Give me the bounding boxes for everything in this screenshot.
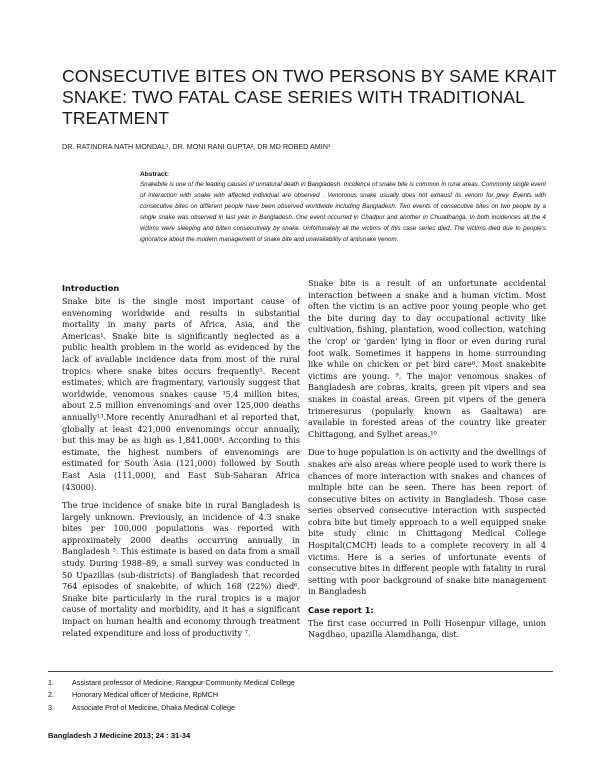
footnote-number: 1. <box>48 678 54 687</box>
footnote-text: Associate Prof of Medicine, Dhaka Medical College <box>72 702 235 712</box>
right-column <box>308 278 546 648</box>
footnote-text: Assistant professor of Medicine, Rangpur Community Medical College <box>72 678 295 687</box>
abstract-section <box>140 171 546 245</box>
body-paragraph-1: Snake bite is a result of an unfortunate accidental interaction between a snake and a human victim. Most often the victim is an active poor young people who get the bite during day to day occupational activity like cultivation, fishing, plantation, wood collection, watching the 'crop' or 'garden' lying in floor or even during rural foot walk. Sometimes it happens in home surrounding like while on chicken or pet bird care⁸. Most snakebite victims are young. ⁹. The major venomous snakes of Bangladesh are cobras, kraits, green pit vipers and sea snakes in coastal areas. Green pit vipers of the genera trimeresurus (popularly known as Gaaltawa) are available in forested areas of the country like greater Chittagong, and Sylhet areas.¹⁰ <box>308 278 546 439</box>
footnote-divider <box>48 671 553 672</box>
footnote-text: Honorary Medical officer of Medicine, RpMCH <box>72 690 219 700</box>
footnote-list <box>48 677 553 714</box>
abstract-text: Snakebite is one of the leading causes of unnatural death in Bangladesh. Incidence of snake bite is common in rural areas. Commonly single event of interaction with snake with affected individual are observed . Venomous snake usually does not exhaust its venom for prey. Events with consecutive bites on different people have been observed worldwide including Bangladesh. Two events of consecutive bites on two people by a single snake was observed in last year in Bangladesh. One event occurred in Chadpur and another in Chuadhanga. In both incidences all the 4 victims were sleeping and bitten consecutively by snake. Unfortunately all the victims of this case series died. The victims died due to people's ignorance about the modern management of snake bite and unavailability of antisnake venom. <box>140 181 546 243</box>
left-column <box>62 282 300 646</box>
footnote-item <box>48 677 553 689</box>
footnote-item <box>48 702 553 714</box>
body-paragraph-2: Due to huge population is on activity and the dwellings of snakes are also areas where people used to work there is chances of more interaction with snakes and chances of multiple bite can be seen. There has been report of consecutive bites on activity in Bangladesh. Those case series observed consecutive interaction with suspected cobra bite but timely approach to a well equipped snake bite study clinic in Chittagong Medical College Hospital(CMCH) leads to a complete recovery in all 4 victims. Here is a series of unfortunate events of consecutive bites in different people with fatality in rural setting with poor background of snake bite management in Bangladesh <box>308 447 546 597</box>
footnote-number: 3. <box>48 702 54 712</box>
footnote-number: 2. <box>48 690 54 700</box>
intro-paragraph-1: Snake bite is the single most important cause of envenoming worldwide and results in substantial mortality in many parts of Africa, Asia, and the Americas¹. Snake bite is significantly neglected as a public health problem in the world as evidenced by the lack of available incidence data from most of the rural tropics where snake bites occurs frequently². Recent estimates, which are fragmentary, variously suggest that worldwide, venomous snakes cause ³5.4 million bites, about 2.5 million envenomings and over 125,000 deaths annually¹³.More recently Anuradhani et al reported that, globally at least 421,000 envenomings occur annually, but this may be as high as 1,841,000⁴. According to this estimate, the highest numbers of envenomings are estimated for South Asia (121,000) followed by South East Asia (111,000), and East Sub-Saharan Africa (43000). <box>62 296 300 492</box>
introduction-heading: Introduction <box>62 283 120 293</box>
case-report-text: The first case occurred in Polli Hosenpur village, union Nagdhao, upazilla Alamdhanga, dist. <box>308 617 546 640</box>
abstract-heading: Abstract: <box>140 171 169 178</box>
footnote-item <box>48 689 553 701</box>
article-title: CONSECUTIVE BITES ON TWO PERSONS BY SAME KRAIT SNAKE: TWO FATAL CASE SERIES WITH TRADITIONAL TREATMENT <box>62 66 557 128</box>
intro-paragraph-2: The true incidence of snake bite in rural Bangladesh is largely unknown. Previously, an incidence of 4.3 snake bites per 100,000 populations was reported with approximately 2000 deaths occurring annually in Bangladesh ⁵. This estimate is based on data from a small study. During 1988–89, a small survey was conducted in 50 Upazillas (sub-districts) of Bangladesh that recorded 764 episodes of snakebite, of which 168 (22%) died⁶. Snake bite particularly in the rural tropics is a major cause of mortality and morbidity, and it has a significant impact on human health and economy through treatment related expenditure and loss of productivity ⁷. <box>62 500 300 638</box>
journal-citation: Bangladesh J Medicine 2013; 24 : 31-34 <box>48 731 191 740</box>
case-report-heading: Case report 1: <box>308 605 374 616</box>
author-list: DR. RATINDRA NATH MONDAL¹, DR. MONI RANI GUPTA², DR MD ROBED AMIN³ <box>62 142 331 151</box>
